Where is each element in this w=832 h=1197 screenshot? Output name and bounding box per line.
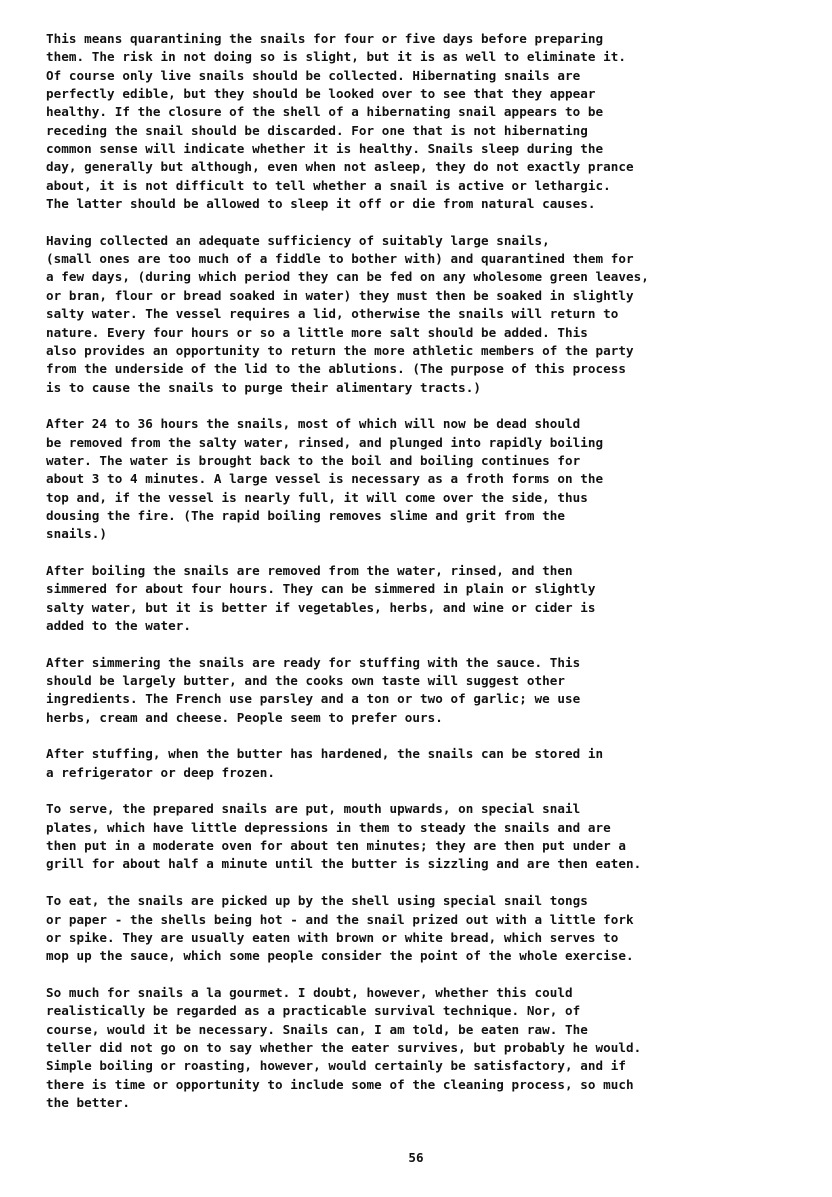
page-number: 56: [408, 1150, 424, 1165]
paragraph-conclusion: So much for snails a la gourmet. I doubt, however, whether this could realistically be regarded as a practicable survival technique. Nor, of course, would it be necessary. Snails can, I am told, be eaten raw. The teller did not go on to say whether the eater survives, but probably he would. Simple boiling or roasting, however, would certainly be satisfactory, and if there is time or opportunity to include some of the cleaning process, so much the better.: [46, 984, 642, 1110]
paragraph-serving: To serve, the prepared snails are put, mouth upwards, on special snail plates, which have little depressions in them to steady the snails and are then put in a moderate oven for about ten minutes; they are then put under a grill for about half a minute until the butter is sizzling and are then eaten.: [46, 801, 642, 872]
paragraph-quarantine: This means quarantining the snails for four or five days before preparing them. The risk in not doing so is slight, but it is as well to eliminate it. Of course only live snails should be collected. Hibernating snails are perfectly edible, but they should be looked over to see that they appear healthy. If the closure of the shell of a hibernating snail appears to be receding the snail should be discarded. For one that is not hibernating common sense will indicate whether it is healthy. Snails sleep during the day, generally but although, even when not asleep, they do not exactly prance about, it is not difficult to tell whether a snail is active or lethargic. The latter should be allowed to sleep it off or die from natural causes.: [46, 31, 634, 212]
paragraph-simmering: After boiling the snails are removed from the water, rinsed, and then simmered for about four hours. They can be simmered in plain or slightly salty water, but it is better if vegetables, herbs, and wine or cider is added to the water.: [46, 562, 596, 633]
paragraph-soaking: Having collected an adequate sufficiency of suitably large snails, (small ones are too much of a fiddle to bother with) and quarantined them for a few days, (during which period they can be fed on any wholesome green leaves, or bran, flour or bread soaked in water) they must then be soaked in slightly salty water. The vessel requires a lid, otherwise the snails will return to nature. Every four hours or so a little more salt should be added. This also provides an opportunity to return the more athletic members of the party from the underside of the lid to the ablutions. (The purpose of this process is to cause the snails to purge their alimentary tracts.): [46, 232, 649, 395]
paragraph-eating: To eat, the snails are picked up by the shell using special snail tongs or paper - the shells being hot - and the snail prized out with a little fork or spike. They are usually eaten with brown or white bread, which serves to mop up the sauce, which some people consider the point of the whole exercise.: [46, 893, 634, 964]
paragraph-storing: After stuffing, when the butter has hardened, the snails can be stored in a refrigerator or deep frozen.: [46, 746, 604, 780]
body-text: [46, 30, 784, 1131]
paragraph-boiling: After 24 to 36 hours the snails, most of which will now be dead should be removed from the salty water, rinsed, and plunged into rapidly boiling water. The water is brought back to the boil and boiling continues for about 3 to 4 minutes. A large vessel is necessary as a froth forms on the top and, if the vessel is nearly full, it will come over the side, thus dousing the fire. (The rapid boiling removes slime and grit from the snails.): [46, 416, 604, 542]
paragraph-stuffing: After simmering the snails are ready for stuffing with the sauce. This should be largely butter, and the cooks own taste will suggest other ingredients. The French use parsley and a ton or two of garlic; we use herbs, cream and cheese. People seem to prefer ours.: [46, 654, 581, 725]
